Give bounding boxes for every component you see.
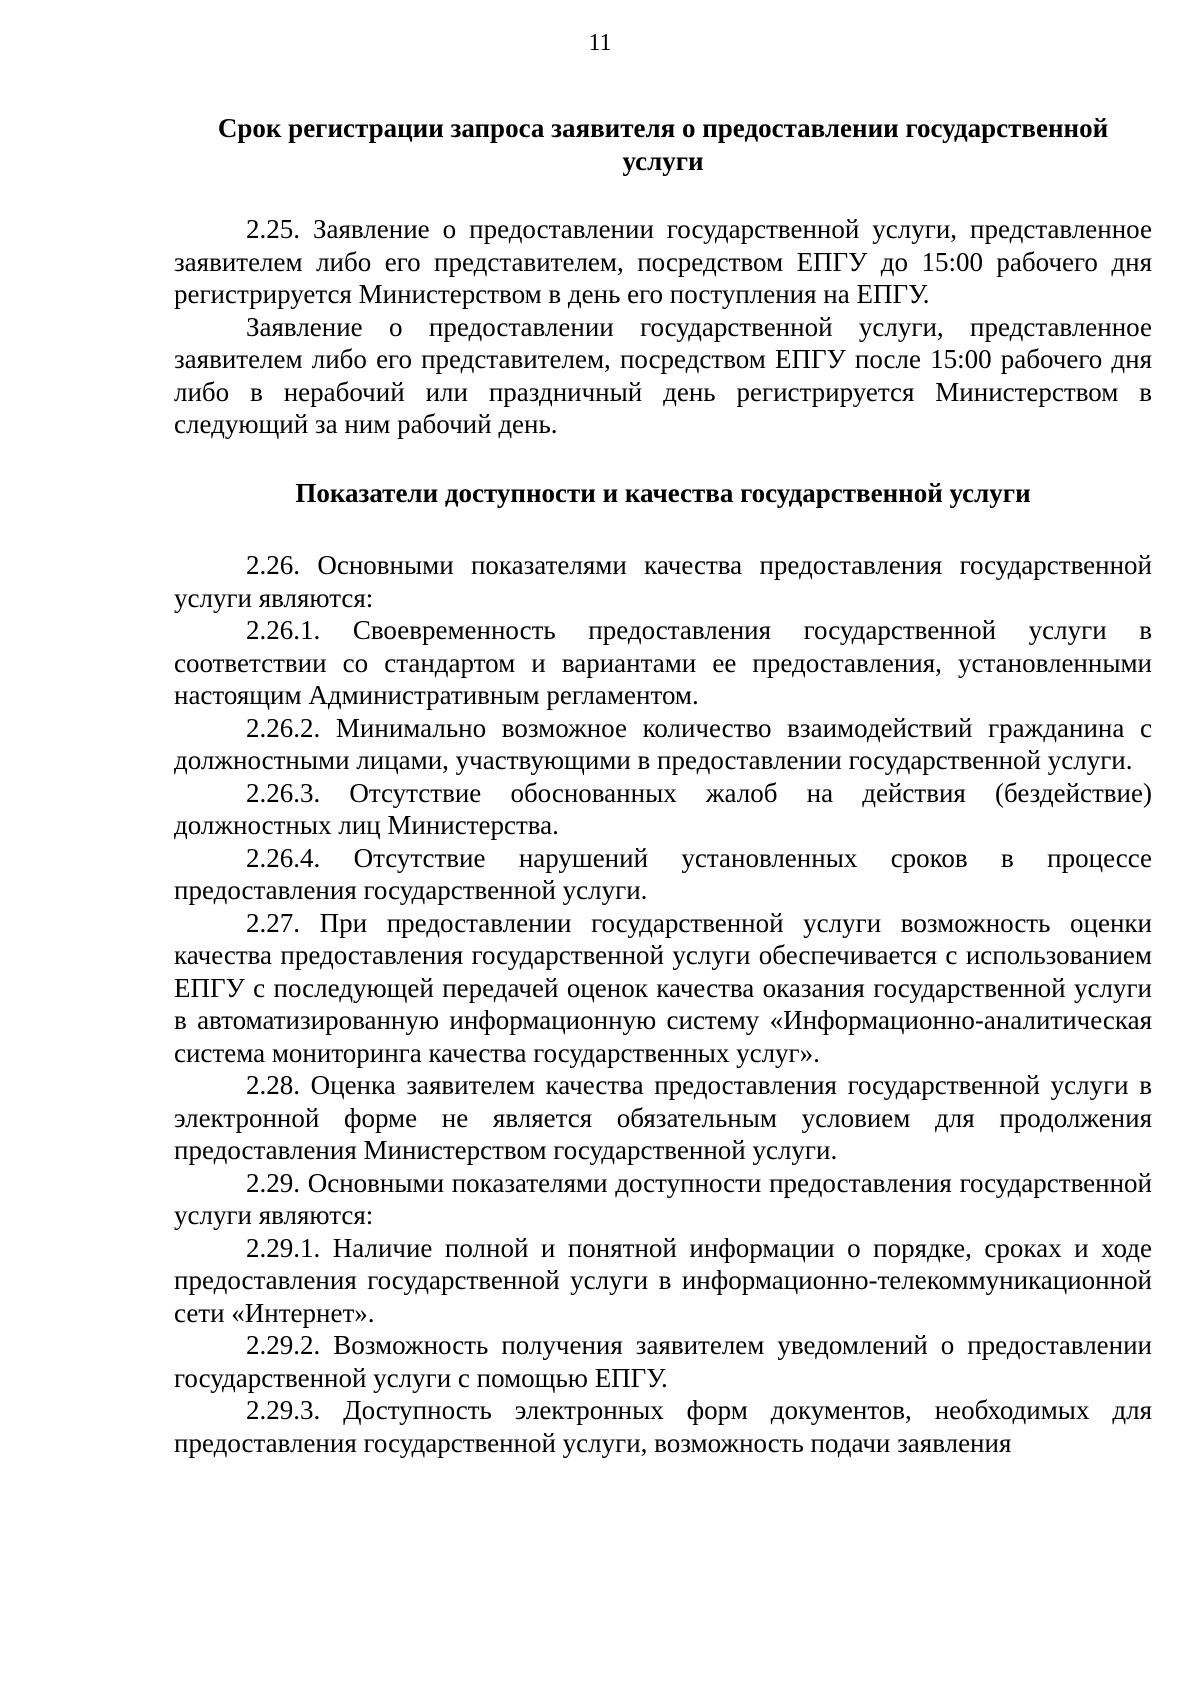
paragraph-2-26-3: 2.26.3. Отсутствие обоснованных жалоб на действия (бездействие) должностных лиц Министерства. (174, 777, 1152, 840)
section-heading-quality: Показатели доступности и качества государственной услуги (295, 477, 1031, 508)
paragraph-2-27: 2.27. При предоставлении государственной услуги возможность оценки качества предоставления государственной услуги обеспечивается с использованием ЕПГУ с последующей передачей оценок качества оказания государственной услуги в автоматизированную информационную систему «Информационно-аналитическая система мониторинга качества государственных услуг». (174, 907, 1152, 1068)
section-registration (174, 213, 1152, 441)
paragraph-2-25: 2.25. Заявление о предоставлении государственной услуги, представленное заявителем либо его представителем, посредством ЕПГУ до 15:00 рабочего дня регистрируется Министерством в день его поступления на ЕПГУ. (174, 214, 1152, 309)
document-body (174, 112, 1152, 1459)
paragraph-2-29: 2.29. Основными показателями доступности предоставления государственной услуги являются: (174, 1167, 1152, 1230)
section-heading-registration: Срок регистрации запроса заявителя о предоставлении государственной услуги (217, 113, 1109, 176)
paragraph-2-29-2: 2.29.2. Возможность получения заявителем уведомлений о предоставлении государственной услуги с помощью ЕПГУ. (174, 1330, 1152, 1393)
paragraph-2-26: 2.26. Основными показателями качества предоставления государственной услуги являются: (174, 550, 1152, 613)
page-number: 11 (588, 30, 612, 56)
section-quality (174, 549, 1152, 1459)
paragraph-2-25-second: Заявление о предоставлении государственной услуги, представленное заявителем либо его представителем, посредством ЕПГУ после 15:00 рабочего дня либо в нерабочий или праздничный день регистрируется Министерством в следующий за ним рабочий день. (174, 311, 1152, 439)
paragraph-2-29-3: 2.29.3. Доступность электронных форм документов, необходимых для предоставления государственной услуги, возможность подачи заявления (174, 1395, 1152, 1458)
paragraph-2-26-1: 2.26.1. Своевременность предоставления государственной услуги в соответствии со стандартом и вариантами ее предоставления, установленными настоящим Административным регламентом. (174, 615, 1152, 710)
paragraph-2-26-2: 2.26.2. Минимально возможное количество взаимодействий гражданина с должностными лицами, участвующими в предоставлении государственной услуги. (174, 712, 1152, 775)
paragraph-2-28: 2.28. Оценка заявителем качества предоставления государственной услуги в электронной форме не является обязательным условием для продолжения предоставления Министерством государственной услуги. (174, 1070, 1152, 1165)
paragraph-2-26-4: 2.26.4. Отсутствие нарушений установленных сроков в процессе предоставления государственной услуги. (174, 842, 1152, 905)
paragraph-2-29-1: 2.29.1. Наличие полной и понятной информации о порядке, сроках и ходе предоставления государственной услуги в информационно-телекоммуникационной сети «Интернет». (174, 1232, 1152, 1328)
